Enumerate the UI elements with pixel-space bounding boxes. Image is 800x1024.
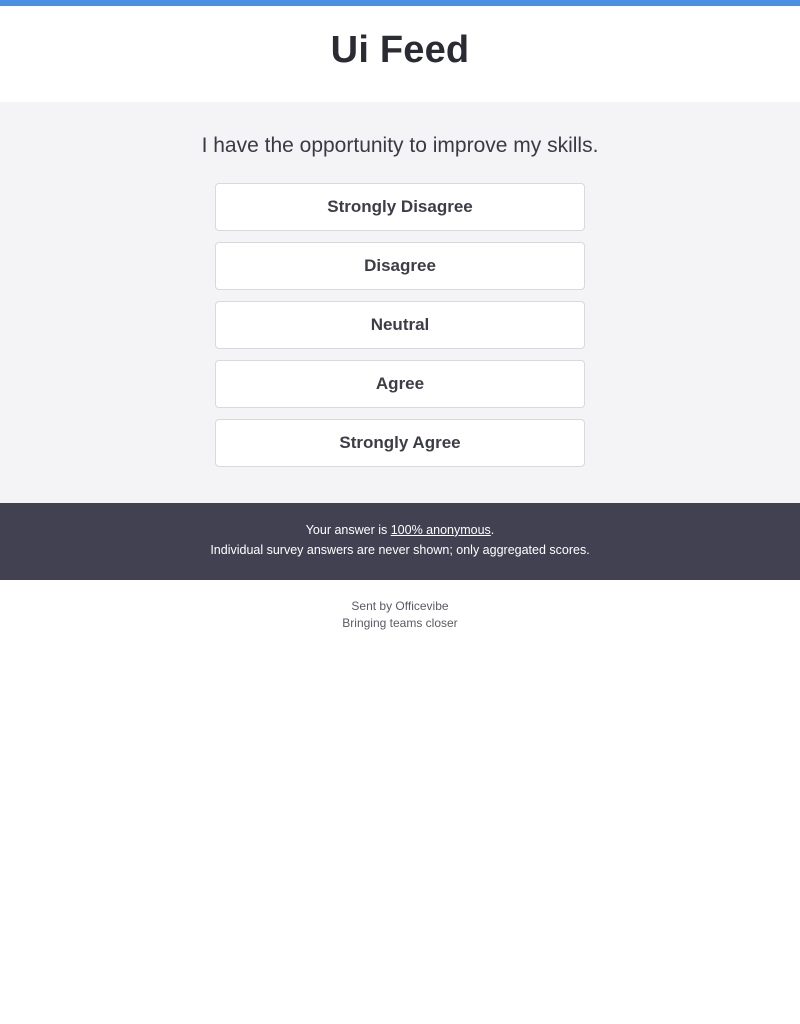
answer-options-list bbox=[215, 183, 585, 467]
answer-option-agree[interactable]: Agree bbox=[215, 360, 585, 408]
page-title: Ui Feed bbox=[330, 29, 470, 71]
anonymity-suffix: . bbox=[490, 522, 495, 537]
anonymity-prefix: Your answer is bbox=[305, 522, 391, 537]
answer-option-neutral[interactable]: Neutral bbox=[215, 301, 585, 349]
survey-section bbox=[0, 102, 800, 503]
answer-option-strongly-agree[interactable]: Strongly Agree bbox=[215, 419, 585, 467]
answer-option-disagree[interactable]: Disagree bbox=[215, 242, 585, 290]
header bbox=[0, 6, 800, 102]
footer bbox=[0, 580, 800, 642]
anonymous-link[interactable]: 100% anonymous bbox=[390, 522, 491, 537]
survey-question: I have the opportunity to improve my skills. bbox=[201, 133, 599, 157]
anonymity-statement bbox=[0, 521, 800, 541]
footer-tagline: Bringing teams closer bbox=[342, 616, 458, 631]
anonymity-note: Individual survey answers are never shown; only aggregated scores. bbox=[210, 542, 590, 557]
anonymity-notice bbox=[0, 503, 800, 580]
footer-sent-by: Sent by Officevibe bbox=[351, 599, 449, 614]
answer-option-strongly-disagree[interactable]: Strongly Disagree bbox=[215, 183, 585, 231]
